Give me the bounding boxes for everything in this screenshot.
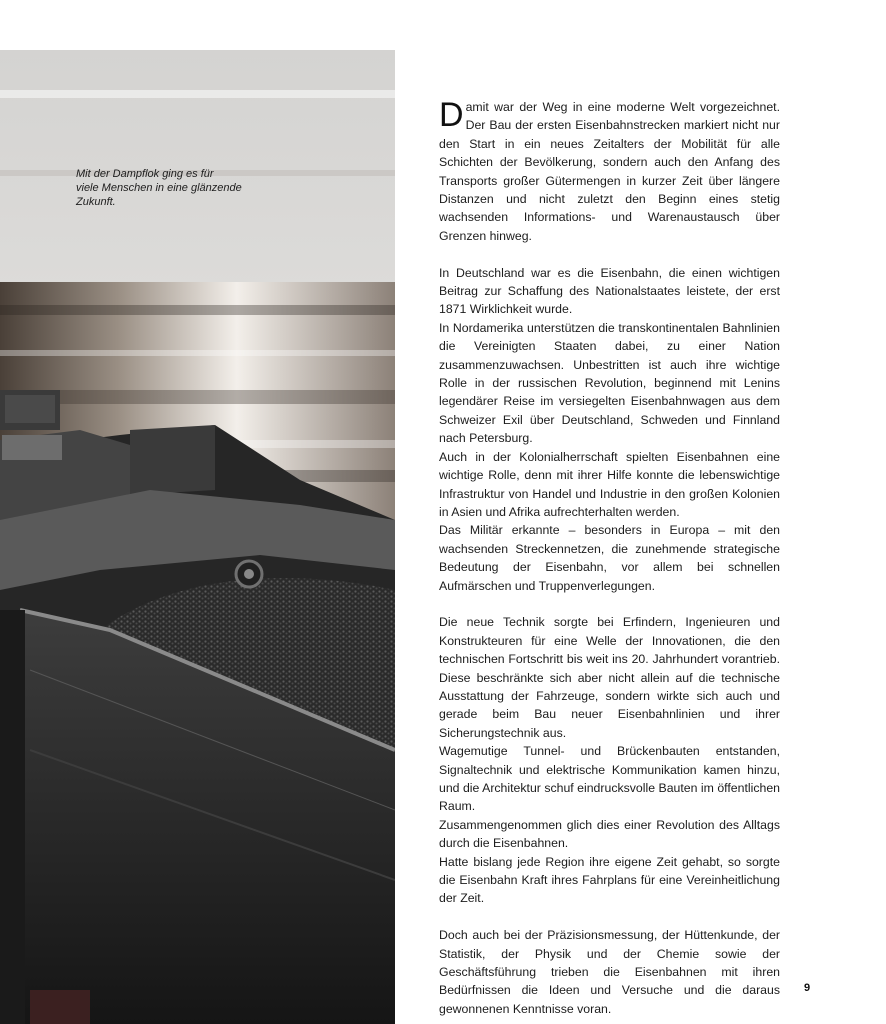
paragraph-north-america: In Nordamerika unterstützen die transkontinentalen Bahnlinien die Vereinigten Staaten dabei, zu einer Nation zusammenzuwachsen. Unbestritten ist auch ihre wichtige Rolle in der russischen Revolution, beginnend mit Lenins legendärer Reise im versiegelten Eisenbahnwagen aus dem Schweizer Exil über Deutschland, Schweden und Finnland nach Petersburg. <box>439 320 780 446</box>
drop-cap: D <box>439 96 464 134</box>
page-number: 9 <box>804 982 811 994</box>
paragraph-intro <box>439 98 780 245</box>
paragraph-military: Das Militär erkannte – besonders in Europa – mit den wachsenden Streckennetzen, die zunehmende strategische Bedeutung der Eisenbahn, vor allem bei schnellen Aufmärschen und Truppenverlegungen. <box>439 523 780 593</box>
paragraph-tunnels: Wagemutige Tunnel- und Brückenbauten entstanden, Signaltechnik und elektrische Kommunikation kamen hinzu, und die Architektur schuf eindrucksvolle Bauten im öffentlichen Raum. <box>439 744 780 814</box>
photo-caption: Mit der Dampflok ging es für viele Menschen in eine glänzende Zukunft. <box>76 168 242 208</box>
paragraph-intro-text: amit war der Weg in eine moderne Welt vorgezeichnet. Der Bau der ersten Eisenbahnstrecken markiert nicht nur den Start in ein neues Zeitalters der Mobilität für alle Schichten der Bevölkerung, sondern auch den Anfang des Transports großer Gütermengen in kurzer Zeit über längere Distanzen und nicht zuletzt den Beginn eines stetig wachsenden Informations- und Warenaustausch über Grenzen hinweg. <box>439 100 780 243</box>
paragraph-germany: In Deutschland war es die Eisenbahn, die einen wichtigen Beitrag zur Schaffung des Nationalstaates leistete, der erst 1871 Wirklichkeit wurde. <box>439 265 780 317</box>
paragraph-revolution: Zusammengenommen glich dies einer Revolution des Alltags durch die Eisenbahnen. <box>439 817 780 851</box>
paragraph-colonial: Auch in der Kolonialherrschaft spielten Eisenbahnen eine wichtige Rolle, denn mit ihrer Hilfe konnte die lebenswichtige Infrastruktur von Handel und Industrie in den großen Kolonien in Asien und Afrika aufrechterhalten werden. <box>439 449 780 519</box>
paragraph-innovation: Die neue Technik sorgte bei Erfindern, Ingenieuren und Konstrukteuren für eine Welle der Innovationen, die den technischen Fortschritt bis weit ins 20. Jahrhundert vorantrieb. Diese beschränkte sich aber nicht allein auf die technische Ausstattung der Fahrzeuge, sondern wirkte sich auch und gerade beim Bau neuer Eisenbahnlinien und ihrer Sicherungstechnik aus. <box>439 615 780 740</box>
article-body <box>439 98 780 1018</box>
paragraph-timekeeping: Hatte bislang jede Region ihre eigene Zeit gehabt, so sorgte die Eisenbahn Kraft ihres Fahrplans für eine Vereinheitlichung der Zeit. <box>439 854 780 906</box>
paragraph-science: Doch auch bei der Präzisionsmessung, der Hüttenkunde, der Statistik, der Physik und der Chemie sowie der Geschäftsführung trieben die Eisenbahnen mit ihren Bedürfnissen die Ideen und Versuche und die daraus gewonnenen Kenntnisse voran. <box>439 928 780 1016</box>
